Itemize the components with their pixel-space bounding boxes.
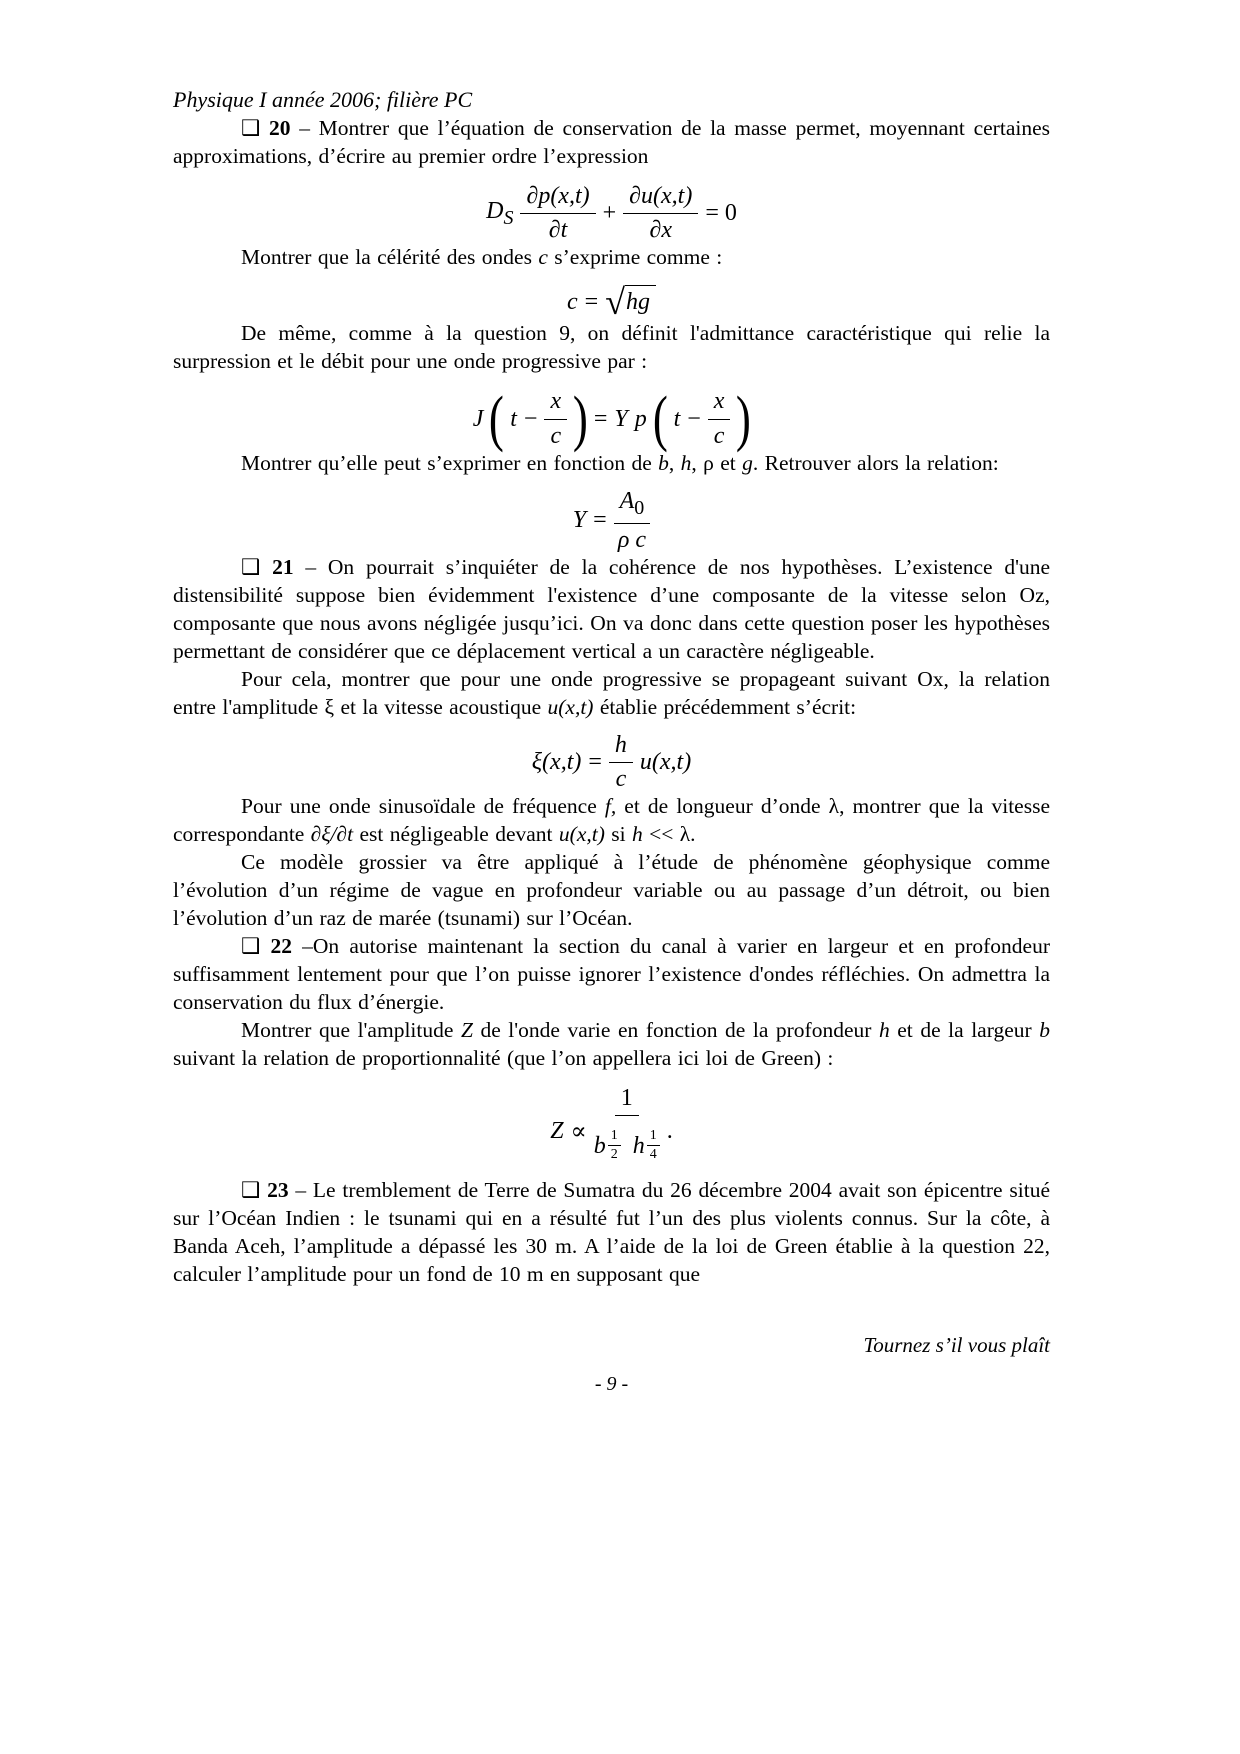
page-content (173, 86, 1050, 1396)
text-segment: Montrer que la célérité des ondes (241, 245, 539, 270)
text-segment: b (1039, 1018, 1050, 1043)
fraction-a0-rhoc (614, 489, 651, 553)
text-segment: – Montrer que l’équation de conservation de la masse permet, moyennant certaines approximations, d’écrire au premier ordre l’expression (173, 116, 1050, 168)
text-segment: , (668, 450, 681, 475)
paragraph-model (173, 848, 1050, 932)
paragraph-sinusoidal (173, 792, 1050, 848)
eq-h-power: h $\frac{1}{4}$ (633, 1134, 660, 1176)
radical-sign: √ (605, 282, 625, 323)
eq-rho-c: ρ c (617, 526, 647, 553)
text-segment: Pour une onde sinusoïdale de fréquence (241, 794, 605, 819)
paragraph-q23 (173, 1176, 1050, 1288)
text-segment: – Le tremblement de Terre de Sumatra du 26 décembre 2004 avait son épicentre situé sur l’Océan Indien : le tsunami qui en a résulté fut l’un des plus violents connus. Sur la côte, à Banda Aceh, l’amplitude a dépassé les 30 m. A l’aide de la loi de Green établie à la question 22, calculer l’amplitude pour un fond de 10 m en supposant que (173, 1178, 1050, 1287)
text-segment: –On autorise maintenant la section du canal à varier en largeur et en profondeur suffisamment lentement pour que l’on puisse ignorer l’existence d'ondes réfléchies. On admettra la conservation du flux d’énergie. (173, 934, 1050, 1015)
eq-p-symbol: p (634, 405, 647, 432)
page-number: - 9 - (594, 1373, 629, 1396)
equation-celerity (173, 282, 1050, 323)
text-segment: ❑ (241, 934, 271, 959)
page-header-title: Physique I année 2006; filière PC (173, 87, 473, 112)
eq-celerity-lhs: c (567, 288, 578, 315)
text-segment: 23 (267, 1178, 289, 1203)
eq-equals-sign: = (588, 748, 602, 775)
eq-z-symbol: Z (550, 1117, 564, 1144)
eq-y-lhs: Y (572, 507, 587, 534)
eq-equals-zero: = 0 (705, 200, 737, 227)
text-segment: et de longueur d’onde λ, montrer que la vitesse correspondante (173, 794, 1050, 847)
eq-minus-operator: − (687, 405, 701, 432)
text-segment: suivant la relation de proportionnalité (que l’on appellera ici loi de Green) : (173, 1046, 834, 1071)
eq-y-symbol: Y (614, 405, 628, 432)
eq-period: . (666, 1117, 673, 1144)
paragraph-pour-cela (173, 665, 1050, 721)
text-segment: 20 (269, 116, 291, 140)
text-segment: De même, comme à la question 9, on définit l'admittance caractéristique qui relie la surpression et le débit pour une onde progressive par : (173, 321, 1050, 374)
paragraph-admittance (173, 319, 1050, 375)
text-segment: h (878, 1018, 890, 1043)
fraction-x-c: $\frac{x}{c}$ (544, 389, 567, 448)
equation-y-relation (173, 489, 1050, 553)
eq-minus-operator: − (523, 405, 538, 432)
radicand: hg (625, 285, 656, 316)
text-segment: s’exprime comme : (547, 245, 723, 270)
text-segment: ❑ (241, 1178, 268, 1203)
text-segment: h (680, 450, 692, 475)
paragraph-q22 (173, 932, 1050, 1016)
eq-xi-lhs: ξ(x,t) (531, 748, 582, 775)
eq-t-symbol: t (510, 405, 517, 432)
equation-admittance: J ( t − $\frac{x}{c}$ ) = Y p ( t − $\frac{x}{c}$ ) (472, 384, 752, 454)
exponent-quarter: $\frac{1}{4}$ (647, 1129, 660, 1162)
equation-mass-conservation (173, 184, 1050, 243)
text-segment: – On pourrait s’inquiéter de la cohérence de nos hypothèses. L’existence d'une distensibilité suppose bien évidemment l'existence d’une composante de la vitesse selon Oz, composante que nous avons négligée jusqu’ici. On va donc dans cette question poser les hypothèses permettant de considérer que ce déplacement vertical a un caractère négligeable. (173, 554, 1050, 663)
text-segment: f, (604, 794, 617, 819)
paragraph-celerity (173, 243, 1050, 271)
text-segment: si (604, 822, 632, 847)
text-segment: . Retrouver alors la relation: (752, 450, 999, 475)
text-segment: u(x,t) (558, 822, 605, 847)
text-segment: et de la largeur (889, 1018, 1040, 1043)
text-segment: Montrer que l'amplitude (241, 1018, 461, 1043)
eq-j-symbol: J (472, 405, 484, 432)
eq-a-subscript: 0 (634, 496, 645, 519)
eq-b-power: b $\frac{1}{2}$ (594, 1134, 621, 1176)
paragraph-q20 (173, 114, 1050, 170)
equation-xi (173, 733, 1050, 792)
text-segment: << λ. (642, 822, 696, 847)
eq-equals-sign: = (593, 507, 607, 534)
text-segment: c (538, 245, 548, 270)
eq-a-symbol: A (619, 487, 635, 514)
text-segment: ∂ξ/∂t (310, 822, 354, 847)
eq-t-symbol: t (673, 405, 681, 432)
eq-coefficient: $D_S$ (486, 197, 514, 229)
eq-u-rhs: u(x,t) (639, 748, 692, 775)
eq-equals-sign: = (593, 405, 608, 432)
eq-coefficient-subscript: S (503, 206, 514, 229)
text-segment: u(x,t) (547, 694, 594, 719)
eq-plus-operator: + (602, 200, 617, 227)
text-segment: établie précédemment s’écrit: (593, 694, 857, 719)
text-segment: de l'onde varie en fonction de la profondeur (472, 1018, 879, 1043)
eq-one: 1 (615, 1086, 639, 1116)
fraction-green (594, 1086, 660, 1176)
paragraph-green-law (173, 1016, 1050, 1072)
text-segment: 22 (270, 934, 292, 959)
text-segment: ❑ (241, 554, 273, 579)
exponent-half: $\frac{1}{2}$ (608, 1129, 621, 1162)
text-segment: Montrer qu’elle peut s’exprimer en fonction de (241, 450, 659, 475)
text-segment: b (658, 450, 669, 475)
text-segment: Ce modèle grossier va être appliqué à l’étude de phénomène géophysique comme l’évolution d’un régime de vague en profondeur variable ou au passage d’un détroit, ou bien l’évolution d’un raz de marée (tsunami) sur l’Océan. (173, 850, 1050, 931)
equation-green-law (173, 1086, 1050, 1176)
text-segment: 21 (272, 554, 294, 579)
fraction-du-dx: $\frac{\partial u(x,t)}{\partial x}$ (623, 184, 698, 243)
text-segment: , ρ et (691, 450, 743, 475)
fraction-h-c: $\frac{h}{c}$ (609, 733, 633, 792)
proportional-sign: ∝ (570, 1118, 587, 1145)
text-segment: g (742, 450, 753, 475)
text-segment: est négligeable devant (353, 822, 559, 847)
paragraph-q21 (173, 553, 1050, 665)
text-segment: Pour cela, montrer que pour une onde progressive se propageant suivant Ox, la relation entre l'amplitude ξ et la vitesse acoustique (173, 666, 1050, 719)
text-segment: ❑ (241, 116, 269, 140)
paragraph-express-y (173, 449, 1050, 477)
text-segment: Z (460, 1018, 473, 1043)
eq-equals-sign: = (584, 288, 599, 315)
fraction-x-c: $\frac{x}{c}$ (708, 389, 731, 448)
fraction-dp-dt: $\frac{\partial p(x,t)}{\partial t}$ (520, 184, 595, 243)
square-root (605, 282, 656, 323)
turn-page-note: Tournez s’il vous plaît (863, 1333, 1050, 1358)
text-segment: h (631, 822, 643, 847)
